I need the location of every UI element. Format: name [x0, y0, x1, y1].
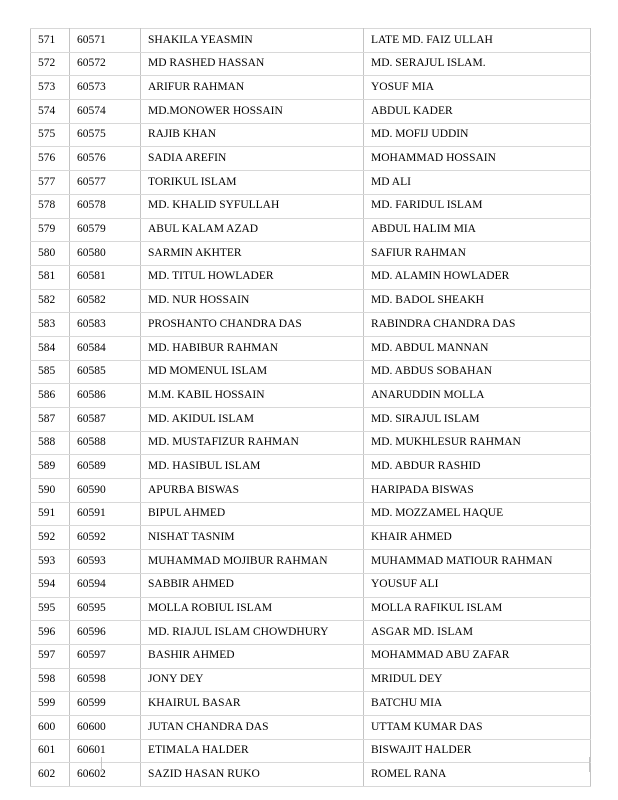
- roll-number-cell: 60579: [70, 218, 141, 242]
- table-row: [31, 384, 591, 408]
- candidate-name-cell: BASHIR AHMED: [141, 644, 364, 668]
- roll-number-cell: 60595: [70, 597, 141, 621]
- candidate-name-cell: KHAIRUL BASAR: [141, 692, 364, 716]
- candidate-name-cell: NISHAT TASNIM: [141, 526, 364, 550]
- candidate-name-cell: MD. KHALID SYFULLAH: [141, 194, 364, 218]
- serial-number-cell: 589: [31, 455, 70, 479]
- serial-number-cell: 590: [31, 479, 70, 503]
- serial-number-cell: 579: [31, 218, 70, 242]
- serial-number-cell: 600: [31, 715, 70, 739]
- table-row: [31, 171, 591, 195]
- roll-number-cell: 60574: [70, 100, 141, 124]
- roll-number-cell: 60586: [70, 384, 141, 408]
- roll-number-cell: 60576: [70, 147, 141, 171]
- table-row: [31, 550, 591, 574]
- father-name-cell: MD ALI: [364, 171, 591, 195]
- serial-number-cell: 571: [31, 29, 70, 53]
- table-row: [31, 573, 591, 597]
- candidate-name-cell: SABBIR AHMED: [141, 573, 364, 597]
- candidate-name-cell: APURBA BISWAS: [141, 479, 364, 503]
- candidate-name-cell: MD. TITUL HOWLADER: [141, 265, 364, 289]
- candidate-name-cell: TORIKUL ISLAM: [141, 171, 364, 195]
- column-divider: [101, 757, 102, 772]
- roll-number-cell: 60583: [70, 313, 141, 337]
- roll-number-cell: 60582: [70, 289, 141, 313]
- father-name-cell: MD. FARIDUL ISLAM: [364, 194, 591, 218]
- candidate-name-cell: MD.MONOWER HOSSAIN: [141, 100, 364, 124]
- table-row: [31, 289, 591, 313]
- table-row: [31, 502, 591, 526]
- father-name-cell: MRIDUL DEY: [364, 668, 591, 692]
- father-name-cell: YOSUF MIA: [364, 76, 591, 100]
- father-name-cell: MD. ABDUS SOBAHAN: [364, 360, 591, 384]
- table-row: [31, 692, 591, 716]
- table-row: [31, 218, 591, 242]
- serial-number-cell: 595: [31, 597, 70, 621]
- father-name-cell: MD. SERAJUL ISLAM.: [364, 52, 591, 76]
- serial-number-cell: 584: [31, 336, 70, 360]
- serial-number-cell: 578: [31, 194, 70, 218]
- roll-number-cell: 60580: [70, 242, 141, 266]
- father-name-cell: SAFIUR RAHMAN: [364, 242, 591, 266]
- candidate-name-cell: MD. RIAJUL ISLAM CHOWDHURY: [141, 621, 364, 645]
- serial-number-cell: 591: [31, 502, 70, 526]
- serial-number-cell: 596: [31, 621, 70, 645]
- father-name-cell: MD. MOZZAMEL HAQUE: [364, 502, 591, 526]
- father-name-cell: KHAIR AHMED: [364, 526, 591, 550]
- roll-number-cell: 60591: [70, 502, 141, 526]
- roll-number-cell: 60572: [70, 52, 141, 76]
- candidate-name-cell: ABUL KALAM AZAD: [141, 218, 364, 242]
- roll-number-cell: 60596: [70, 621, 141, 645]
- roll-number-cell: 60600: [70, 715, 141, 739]
- serial-number-cell: 582: [31, 289, 70, 313]
- father-name-cell: ASGAR MD. ISLAM: [364, 621, 591, 645]
- table-row: [31, 526, 591, 550]
- roll-number-cell: 60577: [70, 171, 141, 195]
- serial-number-cell: 575: [31, 123, 70, 147]
- candidate-name-cell: MD RASHED HASSAN: [141, 52, 364, 76]
- father-name-cell: HARIPADA BISWAS: [364, 479, 591, 503]
- table-row: [31, 408, 591, 432]
- roll-number-cell: 60587: [70, 408, 141, 432]
- roll-number-cell: 60601: [70, 739, 141, 763]
- roll-list-table: [30, 28, 591, 787]
- table-row: [31, 479, 591, 503]
- father-name-cell: MD. BADOL SHEAKH: [364, 289, 591, 313]
- serial-number-cell: 593: [31, 550, 70, 574]
- father-name-cell: ABDUL KADER: [364, 100, 591, 124]
- table-row: [31, 313, 591, 337]
- candidate-name-cell: MD. MUSTAFIZUR RAHMAN: [141, 431, 364, 455]
- candidate-name-cell: MD. HABIBUR RAHMAN: [141, 336, 364, 360]
- candidate-name-cell: BIPUL AHMED: [141, 502, 364, 526]
- roll-number-cell: 60573: [70, 76, 141, 100]
- serial-number-cell: 577: [31, 171, 70, 195]
- father-name-cell: UTTAM KUMAR DAS: [364, 715, 591, 739]
- candidate-name-cell: JUTAN CHANDRA DAS: [141, 715, 364, 739]
- father-name-cell: ABDUL HALIM MIA: [364, 218, 591, 242]
- table-row: [31, 455, 591, 479]
- candidate-name-cell: M.M. KABIL HOSSAIN: [141, 384, 364, 408]
- serial-number-cell: 576: [31, 147, 70, 171]
- table-row: [31, 668, 591, 692]
- roll-number-cell: 60581: [70, 265, 141, 289]
- serial-number-cell: 586: [31, 384, 70, 408]
- father-name-cell: MOHAMMAD HOSSAIN: [364, 147, 591, 171]
- candidate-name-cell: MD. HASIBUL ISLAM: [141, 455, 364, 479]
- table-row: [31, 265, 591, 289]
- table-row: [31, 100, 591, 124]
- table-row: [31, 336, 591, 360]
- father-name-cell: MOLLA RAFIKUL ISLAM: [364, 597, 591, 621]
- roll-number-cell: 60594: [70, 573, 141, 597]
- candidate-name-cell: MD MOMENUL ISLAM: [141, 360, 364, 384]
- table-row: [31, 123, 591, 147]
- table-row: [31, 644, 591, 668]
- father-name-cell: MOHAMMAD ABU ZAFAR: [364, 644, 591, 668]
- table-row: [31, 194, 591, 218]
- serial-number-cell: 602: [31, 763, 70, 787]
- table-row: [31, 52, 591, 76]
- table-row: [31, 360, 591, 384]
- candidate-name-cell: SADIA AREFIN: [141, 147, 364, 171]
- father-name-cell: ANARUDDIN MOLLA: [364, 384, 591, 408]
- table-continuation: [30, 757, 590, 772]
- serial-number-cell: 598: [31, 668, 70, 692]
- table-row: [31, 597, 591, 621]
- father-name-cell: MD. MUKHLESUR RAHMAN: [364, 431, 591, 455]
- serial-number-cell: 580: [31, 242, 70, 266]
- father-name-cell: MD. ALAMIN HOWLADER: [364, 265, 591, 289]
- roll-number-cell: 60589: [70, 455, 141, 479]
- roll-number-cell: 60575: [70, 123, 141, 147]
- father-name-cell: BATCHU MIA: [364, 692, 591, 716]
- serial-number-cell: 572: [31, 52, 70, 76]
- table-row: [31, 431, 591, 455]
- father-name-cell: LATE MD. FAIZ ULLAH: [364, 29, 591, 53]
- roll-number-cell: 60592: [70, 526, 141, 550]
- serial-number-cell: 601: [31, 739, 70, 763]
- father-name-cell: MUHAMMAD MATIOUR RAHMAN: [364, 550, 591, 574]
- table-row: [31, 147, 591, 171]
- candidate-name-cell: JONY DEY: [141, 668, 364, 692]
- father-name-cell: MD. ABDUR RASHID: [364, 455, 591, 479]
- candidate-name-cell: MD. AKIDUL ISLAM: [141, 408, 364, 432]
- serial-number-cell: 594: [31, 573, 70, 597]
- father-name-cell: MD. SIRAJUL ISLAM: [364, 408, 591, 432]
- roll-number-cell: 60578: [70, 194, 141, 218]
- candidate-name-cell: MUHAMMAD MOJIBUR RAHMAN: [141, 550, 364, 574]
- serial-number-cell: 573: [31, 76, 70, 100]
- serial-number-cell: 585: [31, 360, 70, 384]
- roll-number-cell: 60588: [70, 431, 141, 455]
- table-row: [31, 29, 591, 53]
- serial-number-cell: 592: [31, 526, 70, 550]
- roll-number-cell: 60571: [70, 29, 141, 53]
- roll-list-body: [31, 29, 591, 787]
- roll-number-cell: 60598: [70, 668, 141, 692]
- father-name-cell: YOUSUF ALI: [364, 573, 591, 597]
- roll-number-cell: 60599: [70, 692, 141, 716]
- candidate-name-cell: SAZID HASAN RUKO: [141, 763, 364, 787]
- candidate-name-cell: MOLLA ROBIUL ISLAM: [141, 597, 364, 621]
- serial-number-cell: 574: [31, 100, 70, 124]
- serial-number-cell: 581: [31, 265, 70, 289]
- roll-number-cell: 60597: [70, 644, 141, 668]
- table-row: [31, 76, 591, 100]
- father-name-cell: ROMEL RANA: [364, 763, 591, 787]
- roll-number-cell: 60585: [70, 360, 141, 384]
- roll-number-cell: 60590: [70, 479, 141, 503]
- table-row: [31, 715, 591, 739]
- serial-number-cell: 597: [31, 644, 70, 668]
- candidate-name-cell: ETIMALA HALDER: [141, 739, 364, 763]
- roll-number-cell: 60593: [70, 550, 141, 574]
- serial-number-cell: 587: [31, 408, 70, 432]
- roll-number-cell: 60584: [70, 336, 141, 360]
- table-row: [31, 621, 591, 645]
- candidate-name-cell: MD. NUR HOSSAIN: [141, 289, 364, 313]
- serial-number-cell: 599: [31, 692, 70, 716]
- candidate-name-cell: SHAKILA YEASMIN: [141, 29, 364, 53]
- serial-number-cell: 588: [31, 431, 70, 455]
- serial-number-cell: 583: [31, 313, 70, 337]
- father-name-cell: MD. ABDUL MANNAN: [364, 336, 591, 360]
- table-row: [31, 242, 591, 266]
- father-name-cell: MD. MOFIJ UDDIN: [364, 123, 591, 147]
- candidate-name-cell: ARIFUR RAHMAN: [141, 76, 364, 100]
- roll-number-cell: 60602: [70, 763, 141, 787]
- father-name-cell: RABINDRA CHANDRA DAS: [364, 313, 591, 337]
- candidate-name-cell: PROSHANTO CHANDRA DAS: [141, 313, 364, 337]
- candidate-name-cell: SARMIN AKHTER: [141, 242, 364, 266]
- father-name-cell: BISWAJIT HALDER: [364, 739, 591, 763]
- candidate-name-cell: RAJIB KHAN: [141, 123, 364, 147]
